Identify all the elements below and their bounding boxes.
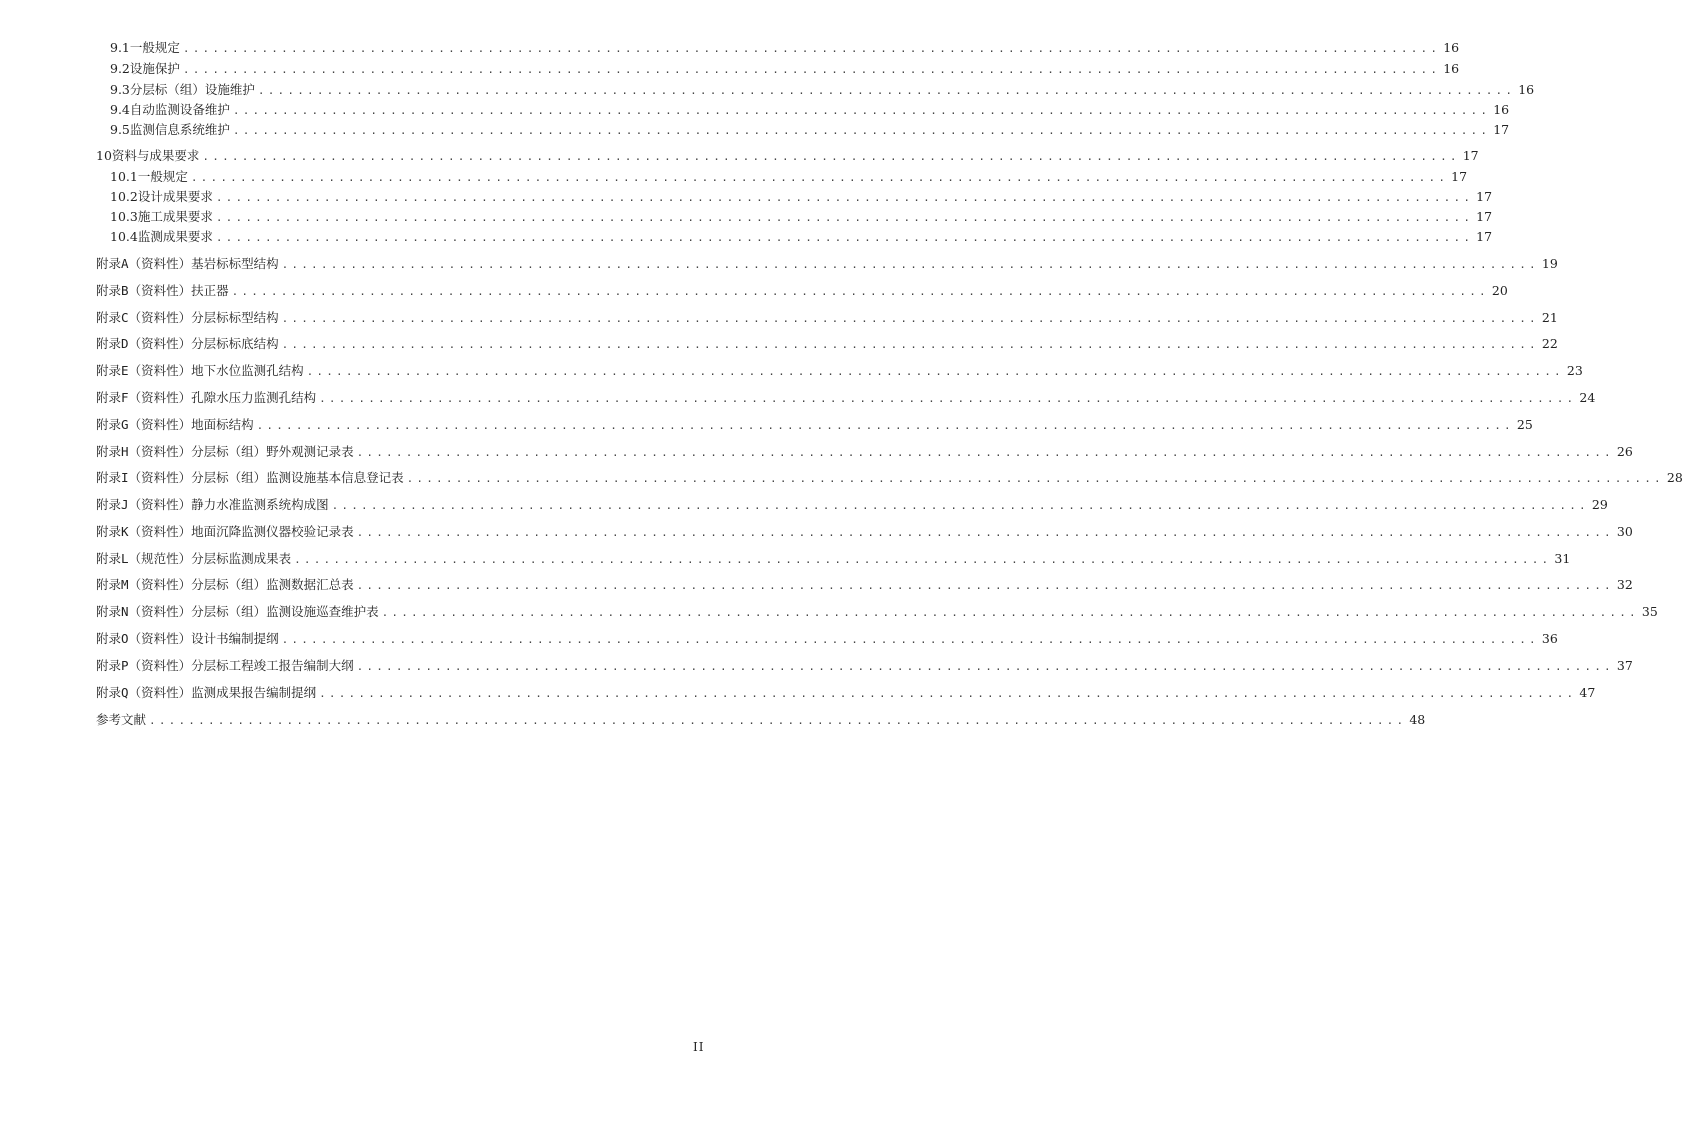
appendix-title: 地面沉降监测仪器校验记录表 bbox=[191, 524, 354, 539]
appendix-page-number: 32 bbox=[1616, 577, 1633, 592]
appendix-entry-h[interactable] bbox=[96, 441, 1633, 463]
appendix-entry-k[interactable] bbox=[96, 521, 1633, 543]
toc-title: 分层标（组）设施维护 bbox=[129, 82, 255, 97]
appendix-entry-n[interactable] bbox=[96, 601, 1658, 623]
toc-page-number: 17 bbox=[1493, 122, 1510, 137]
toc-number: 9.5 bbox=[110, 122, 130, 137]
appendix-letter: E bbox=[121, 363, 129, 378]
appendix-title: 地下水位监测孔结构 bbox=[191, 363, 304, 378]
toc-number: 9.1 bbox=[110, 40, 130, 55]
toc-entry-10-4[interactable] bbox=[110, 227, 1493, 247]
toc-title: 设施保护 bbox=[129, 61, 180, 76]
appendix-page-number: 22 bbox=[1541, 336, 1558, 351]
appendix-prefix-fu: 附 bbox=[96, 497, 109, 512]
appendix-prefix-fu: 附 bbox=[96, 444, 109, 459]
dot-leader: ................................................................................................................................ bbox=[202, 150, 1460, 163]
appendix-page-number: 26 bbox=[1616, 444, 1633, 459]
toc-title: 监测成果要求 bbox=[137, 229, 213, 244]
toc-number: 9.2 bbox=[110, 61, 130, 76]
toc-page-number: 17 bbox=[1462, 148, 1479, 163]
appendix-page-number: 23 bbox=[1566, 363, 1583, 378]
appendix-prefix-lu: 录 bbox=[108, 658, 122, 673]
appendix-prefix-fu: 附 bbox=[96, 631, 109, 646]
toc-page-number: 16 bbox=[1443, 61, 1460, 76]
appendix-prefix-fu: 附 bbox=[96, 604, 109, 619]
appendix-prefix-lu: 录 bbox=[108, 283, 122, 298]
appendix-prefix-lu: 录 bbox=[108, 336, 122, 351]
appendix-letter: A bbox=[121, 256, 129, 271]
appendix-page-number: 20 bbox=[1491, 283, 1508, 298]
appendix-nature: （资料性） bbox=[128, 631, 192, 646]
dot-leader: ................................................................................................................................ bbox=[231, 285, 1489, 298]
toc-title: 一般规定 bbox=[129, 40, 180, 55]
toc-number: 10.3 bbox=[110, 209, 138, 224]
appendix-nature: （资料性） bbox=[128, 390, 192, 405]
appendix-page-number: 21 bbox=[1541, 310, 1558, 325]
dot-leader: ................................................................................................................................ bbox=[149, 714, 1407, 727]
appendix-title: 分层标（组）监测设施基本信息登记表 bbox=[191, 470, 404, 485]
appendix-prefix-fu: 附 bbox=[96, 390, 109, 405]
appendix-prefix-lu: 录 bbox=[108, 310, 122, 325]
appendix-nature: （资料性） bbox=[128, 470, 192, 485]
toc-page-number: 17 bbox=[1476, 209, 1493, 224]
appendix-prefix-lu: 录 bbox=[108, 444, 122, 459]
appendix-entry-a[interactable] bbox=[96, 253, 1558, 275]
appendix-prefix-fu: 附 bbox=[96, 524, 109, 539]
toc-entry-9-1[interactable] bbox=[110, 38, 1460, 58]
toc-entry-9-3[interactable] bbox=[110, 80, 1535, 100]
appendix-title: 分层标标底结构 bbox=[191, 336, 279, 351]
appendix-nature: （资料性） bbox=[128, 577, 192, 592]
appendix-title: 静力水准监测系统构成图 bbox=[191, 497, 329, 512]
appendix-nature: （资料性） bbox=[128, 444, 192, 459]
appendix-letter: B bbox=[121, 283, 129, 298]
toc-entry-9-5[interactable] bbox=[110, 120, 1510, 140]
appendix-letter: L bbox=[121, 551, 129, 566]
appendix-prefix-fu: 附 bbox=[96, 685, 109, 700]
appendix-title: 扶正器 bbox=[191, 283, 229, 298]
appendix-prefix-fu: 附 bbox=[96, 417, 109, 432]
dot-leader: ................................................................................................................................ bbox=[281, 258, 1539, 271]
appendix-page-number: 19 bbox=[1541, 256, 1558, 271]
dot-leader: ................................................................................................................................ bbox=[281, 633, 1539, 646]
appendix-nature: （资料性） bbox=[128, 604, 192, 619]
appendix-entry-j[interactable] bbox=[96, 494, 1608, 516]
appendix-page-number: 37 bbox=[1616, 658, 1633, 673]
toc-entry-references[interactable] bbox=[96, 710, 1426, 730]
appendix-prefix-lu: 录 bbox=[108, 577, 122, 592]
appendix-title: 监测成果报告编制提纲 bbox=[191, 685, 317, 700]
appendix-letter: M bbox=[121, 577, 129, 592]
appendix-entry-l[interactable] bbox=[96, 548, 1571, 570]
appendix-letter: G bbox=[121, 417, 129, 432]
appendix-prefix-fu: 附 bbox=[96, 658, 109, 673]
toc-number: 10.2 bbox=[110, 189, 138, 204]
appendix-prefix-fu: 附 bbox=[96, 283, 109, 298]
toc-title: 施工成果要求 bbox=[137, 209, 213, 224]
appendix-letter: P bbox=[121, 658, 129, 673]
appendix-page-number: 25 bbox=[1516, 417, 1533, 432]
appendix-prefix-lu: 录 bbox=[108, 631, 122, 646]
dot-leader: ................................................................................................................................ bbox=[356, 660, 1614, 673]
appendix-title: 分层标（组）监测数据汇总表 bbox=[191, 577, 354, 592]
toc-title: 监测信息系统维护 bbox=[129, 122, 230, 137]
appendix-nature: （资料性） bbox=[128, 685, 192, 700]
toc-page-number: 17 bbox=[1476, 229, 1493, 244]
appendix-prefix-fu: 附 bbox=[96, 363, 109, 378]
appendix-nature: （资料性） bbox=[128, 310, 192, 325]
appendix-prefix-fu: 附 bbox=[96, 310, 109, 325]
appendix-prefix-lu: 录 bbox=[108, 470, 122, 485]
footer-page-number: II bbox=[693, 1040, 705, 1054]
dot-leader: ................................................................................................................................ bbox=[182, 42, 1441, 55]
appendix-nature: （资料性） bbox=[128, 336, 192, 351]
appendix-prefix-fu: 附 bbox=[96, 336, 109, 351]
dot-leader: ................................................................................................................................ bbox=[306, 365, 1564, 378]
appendix-letter: O bbox=[121, 631, 129, 646]
appendix-letter: K bbox=[121, 524, 129, 539]
dot-leader: ................................................................................................................................ bbox=[257, 84, 1516, 97]
toc-entry-10[interactable] bbox=[96, 146, 1479, 166]
dot-leader: ................................................................................................................................ bbox=[182, 63, 1441, 76]
appendix-letter: N bbox=[121, 604, 129, 619]
appendix-entry-b[interactable] bbox=[96, 280, 1508, 302]
appendix-title: 孔隙水压力监测孔结构 bbox=[191, 390, 317, 405]
dot-leader: ................................................................................................................................ bbox=[256, 419, 1514, 432]
dot-leader: ................................................................................................................................ bbox=[356, 446, 1614, 459]
appendix-title: 分层标（组）野外观测记录表 bbox=[191, 444, 354, 459]
dot-leader: ................................................................................................................................ bbox=[190, 171, 1449, 184]
toc-page-number: 48 bbox=[1409, 712, 1426, 727]
appendix-nature: （资料性） bbox=[128, 658, 192, 673]
toc-title: 参考文献 bbox=[96, 712, 147, 727]
appendix-prefix-lu: 录 bbox=[108, 363, 122, 378]
toc-page-number: 16 bbox=[1493, 102, 1510, 117]
appendix-entry-q[interactable] bbox=[96, 682, 1596, 704]
appendix-page-number: 47 bbox=[1579, 685, 1596, 700]
toc-entry-9-4[interactable] bbox=[110, 100, 1510, 120]
appendix-entry-m[interactable] bbox=[96, 574, 1633, 596]
appendix-prefix-fu: 附 bbox=[96, 470, 109, 485]
appendix-prefix-lu: 录 bbox=[108, 524, 122, 539]
appendix-page-number: 28 bbox=[1666, 470, 1683, 485]
appendix-page-number: 30 bbox=[1616, 524, 1633, 539]
appendix-entry-g[interactable] bbox=[96, 414, 1533, 436]
appendix-prefix-fu: 附 bbox=[96, 256, 109, 271]
dot-leader: ................................................................................................................................ bbox=[406, 472, 1664, 485]
appendix-title: 地面标结构 bbox=[191, 417, 254, 432]
appendix-letter: F bbox=[121, 390, 129, 405]
dot-leader: ................................................................................................................................ bbox=[215, 211, 1474, 224]
appendix-title: 设计书编制提纲 bbox=[191, 631, 279, 646]
dot-leader: ................................................................................................................................ bbox=[232, 104, 1491, 117]
appendix-nature: （资料性） bbox=[128, 497, 192, 512]
appendix-nature: （资料性） bbox=[128, 417, 192, 432]
appendix-nature: （资料性） bbox=[128, 363, 192, 378]
appendix-page-number: 29 bbox=[1591, 497, 1608, 512]
dot-leader: ................................................................................................................................ bbox=[281, 338, 1539, 351]
appendix-page-number: 31 bbox=[1554, 551, 1571, 566]
appendix-letter: Q bbox=[121, 685, 129, 700]
dot-leader: ................................................................................................................................ bbox=[232, 124, 1491, 137]
toc-title: 一般规定 bbox=[137, 169, 188, 184]
dot-leader: ................................................................................................................................ bbox=[381, 606, 1639, 619]
appendix-entry-d[interactable] bbox=[96, 333, 1558, 355]
dot-leader: ................................................................................................................................ bbox=[281, 312, 1539, 325]
toc-entry-9-2[interactable] bbox=[110, 59, 1460, 79]
dot-leader: ................................................................................................................................ bbox=[215, 231, 1474, 244]
dot-leader: ................................................................................................................................ bbox=[294, 553, 1552, 566]
appendix-prefix-lu: 录 bbox=[108, 256, 122, 271]
appendix-prefix-lu: 录 bbox=[108, 604, 122, 619]
appendix-page-number: 24 bbox=[1579, 390, 1596, 405]
appendix-entry-o[interactable] bbox=[96, 628, 1558, 650]
appendix-entry-f[interactable] bbox=[96, 387, 1596, 409]
appendix-prefix-lu: 录 bbox=[108, 417, 122, 432]
appendix-letter: J bbox=[121, 497, 129, 512]
appendix-page-number: 36 bbox=[1541, 631, 1558, 646]
appendix-prefix-lu: 录 bbox=[108, 685, 122, 700]
toc-title: 资料与成果要求 bbox=[111, 148, 200, 163]
appendix-entry-e[interactable] bbox=[96, 360, 1583, 382]
appendix-nature: （资料性） bbox=[128, 256, 192, 271]
appendix-title: 分层标监测成果表 bbox=[191, 551, 292, 566]
dot-leader: ................................................................................................................................ bbox=[331, 499, 1589, 512]
appendix-prefix-lu: 录 bbox=[108, 390, 122, 405]
dot-leader: ................................................................................................................................ bbox=[356, 526, 1614, 539]
dot-leader: ................................................................................................................................ bbox=[356, 579, 1614, 592]
appendix-entry-c[interactable] bbox=[96, 307, 1558, 329]
appendix-prefix-lu: 录 bbox=[108, 551, 122, 566]
toc-title: 自动监测设备维护 bbox=[129, 102, 230, 117]
appendix-nature: （资料性） bbox=[128, 524, 192, 539]
appendix-entry-p[interactable] bbox=[96, 655, 1633, 677]
appendix-nature: （规范性） bbox=[128, 551, 192, 566]
appendix-letter: H bbox=[121, 444, 129, 459]
appendix-prefix-fu: 附 bbox=[96, 577, 109, 592]
appendix-letter: D bbox=[121, 336, 129, 351]
toc-number: 10 bbox=[96, 148, 112, 163]
toc-page-number: 16 bbox=[1443, 40, 1460, 55]
toc-page-number: 17 bbox=[1451, 169, 1468, 184]
appendix-prefix-fu: 附 bbox=[96, 551, 109, 566]
appendix-entry-i[interactable] bbox=[96, 467, 1683, 489]
toc-number: 9.3 bbox=[110, 82, 130, 97]
appendix-prefix-lu: 录 bbox=[108, 497, 122, 512]
dot-leader: ................................................................................................................................ bbox=[319, 687, 1577, 700]
dot-leader: ................................................................................................................................ bbox=[319, 392, 1577, 405]
toc-page-number: 17 bbox=[1476, 189, 1493, 204]
dot-leader: ................................................................................................................................ bbox=[215, 191, 1474, 204]
toc-number: 9.4 bbox=[110, 102, 130, 117]
appendix-title: 基岩标标型结构 bbox=[191, 256, 279, 271]
appendix-title: 分层标标型结构 bbox=[191, 310, 279, 325]
toc-page-number: 16 bbox=[1518, 82, 1535, 97]
appendix-letter: C bbox=[121, 310, 129, 325]
toc-entry-10-2[interactable] bbox=[110, 187, 1493, 207]
toc-number: 10.1 bbox=[110, 169, 138, 184]
appendix-page-number: 35 bbox=[1641, 604, 1658, 619]
toc-number: 10.4 bbox=[110, 229, 138, 244]
appendix-title: 分层标（组）监测设施巡查维护表 bbox=[191, 604, 379, 619]
toc-entry-10-3[interactable] bbox=[110, 207, 1493, 227]
appendix-letter: I bbox=[121, 470, 129, 485]
toc-entry-10-1[interactable] bbox=[110, 167, 1468, 187]
appendix-title: 分层标工程竣工报告编制大纲 bbox=[191, 658, 354, 673]
toc-title: 设计成果要求 bbox=[137, 189, 213, 204]
appendix-nature: （资料性） bbox=[128, 283, 192, 298]
